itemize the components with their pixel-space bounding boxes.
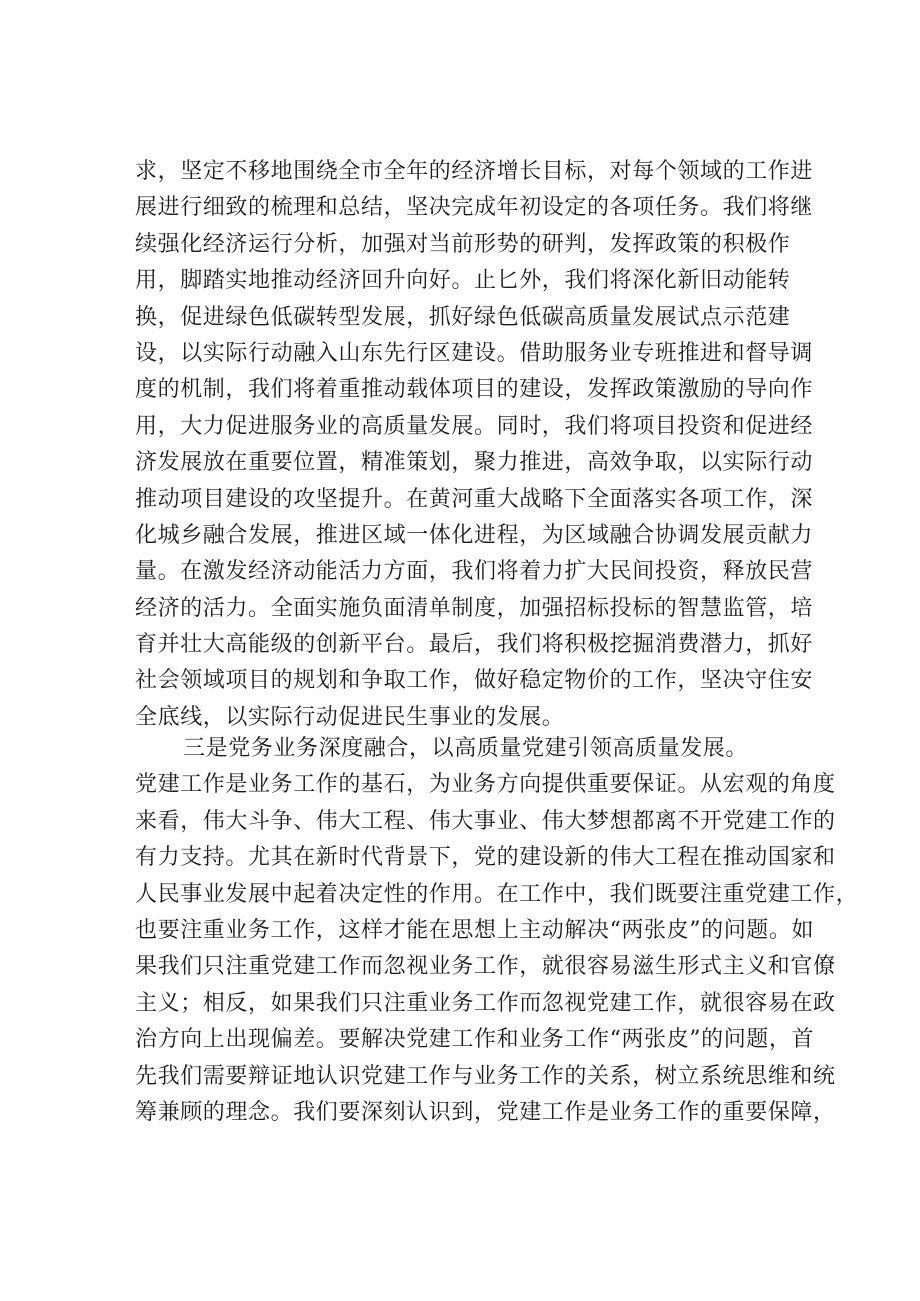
- text-line: 全底线，以实际行动促进民生事业的发展。: [135, 704, 565, 730]
- text-line: 推动项目建设的攻坚提升。在黄河重大战略下全面落实各项工作，深: [135, 486, 814, 512]
- text-line: 度的机制，我们将着重推动载体项目的建设，发挥政策激励的导向作: [135, 377, 814, 403]
- paragraph-party-building: [135, 731, 859, 1131]
- text-line: 有力支持。尤其在新时代背景下，党的建设新的伟大工程在推动国家和: [135, 845, 836, 871]
- text-line: 育并壮大高能级的创新平台。最后，我们将积极挖掘消费潜力，抓好: [135, 632, 814, 658]
- text-line: 也要注重业务工作，这样才能在思想上主动解决“两张皮”的问题。如: [135, 917, 815, 943]
- text-line: 筹兼顾的理念。我们要深刻认识到，党建工作是业务工作的重要保障，: [135, 1099, 836, 1125]
- paragraph-economic-work: [135, 154, 835, 736]
- text-line: 人民事业发展中起着决定性的作用。在工作中，我们既要注重党建工作，: [135, 881, 859, 907]
- text-line: 先我们需要辩证地认识党建工作与业务工作的关系，树立系统思维和统: [135, 1063, 836, 1089]
- text-line: 用，脚踏实地推动经济回升向好。止匕外，我们将深化新旧动能转: [135, 268, 791, 294]
- text-line: 党建工作是业务工作的基石，为业务方向提供重要保证。从宏观的角度: [135, 772, 836, 798]
- text-line: 用，大力促进服务业的高质量发展。同时，我们将项目投资和促进经: [135, 413, 814, 439]
- section-heading-line: 三是党务业务深度融合，以高质量党建引领高质量发展。: [183, 736, 749, 761]
- text-line: 续强化经济运行分析，加强对当前形势的研判，发挥政策的积极作: [135, 231, 791, 257]
- text-line: 设，以实际行动融入山东先行区建设。借助服务业专班推进和督导调: [135, 340, 814, 366]
- text-line: 济发展放在重要位置，精准策划，聚力推进，高效争取，以实际行动: [135, 450, 814, 476]
- text-line: 果我们只注重党建工作而忽视业务工作，就很容易滋生形式主义和官僚: [135, 954, 836, 980]
- text-line: 展进行细致的梳理和总结，坚决完成年初设定的各项任务。我们将继: [135, 195, 814, 221]
- text-line: 来看，伟大斗争、伟大工程、伟大事业、伟大梦想都离不开党建工作的: [135, 808, 836, 834]
- text-line: 经济的活力。全面实施负面清单制度，加强招标投标的智慧监管，培: [135, 595, 814, 621]
- text-line: 换，促进绿色低碳转型发展，抓好绿色低碳高质量发展试点示范建: [135, 304, 791, 330]
- text-line: 化城乡融合发展，推进区域一体化进程，为区域融合协调发展贡献力: [135, 522, 814, 548]
- text-line: 求，坚定不移地围绕全市全年的经济增长目标，对每个领域的工作进: [135, 159, 814, 184]
- text-line: 社会领域项目的规划和争取工作，做好稳定物价的工作，坚决守住安: [135, 668, 814, 694]
- text-line: 主义；相反，如果我们只注重业务工作而忽视党建工作，就很容易在政: [135, 990, 836, 1016]
- text-line: 治方向上出现偏差。要解决党建工作和业务工作“两张皮”的问题，首: [135, 1027, 815, 1053]
- text-line: 量。在激发经济动能活力方面，我们将着力扩大民间投资，释放民营: [135, 559, 814, 585]
